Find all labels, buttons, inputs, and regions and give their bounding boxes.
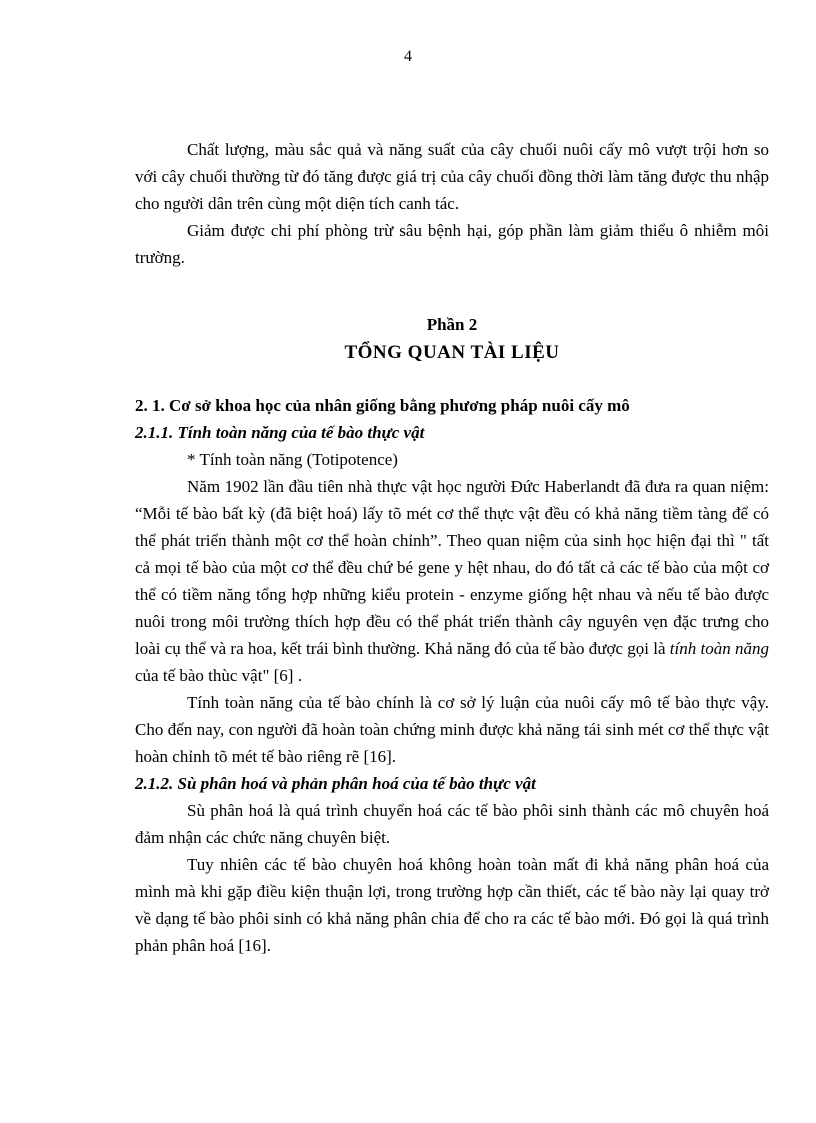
paragraph-haberlandt-end: của tế bào thùc vật" [6] . bbox=[135, 666, 302, 685]
bullet-totipotence: * Tính toàn năng (Totipotence) bbox=[187, 450, 398, 469]
intro-paragraph-2: Giảm được chi phí phòng trừ sâu bệnh hại, góp phần làm giảm thiểu ô nhiễm môi trường. bbox=[135, 221, 769, 267]
part-label: Phần 2 bbox=[426, 315, 478, 334]
paragraph-haberlandt-main: Năm 1902 lần đầu tiên nhà thực vật học người Đức Haberlandt đã đưa ra quan niệm: “Mỗi tế bào bất kỳ (đã biệt hoá) lấy tõ mét cơ thể thực vật đều có khả năng tiềm tàng để có thể phát triển thành một cơ thể hoàn chỉnh”. Theo quan niệm của sinh học hiện đại thì " tất cả mọi tế bào của một cơ thể đều chứ bé gene y hệt nhau, do đó tất cả các tế bào của một cơ thể có tiềm năng tổng hợp những kiểu protein - enzyme giống hệt nhau và nếu tế bào được nuôi trong môi trường thích hợp đều có thể phát triển thành cây nguyên vẹn đặc trưng cho loài cụ thể và ra hoa, kết trái bình thường. Khả năng đó của tế bào được gọi là bbox=[135, 477, 769, 658]
section-heading-2-1-1: 2.1.1. Tính toàn năng của tế bào thực vật bbox=[135, 423, 425, 442]
intro-paragraph-1: Chất lượng, màu sắc quả và năng suất của cây chuối nuôi cấy mô vượt trội hơn so với cây chuối thường từ đó tăng được giá trị của cây chuối đồng thời làm tăng được thu nhập cho người dân trên cùng một diện tích canh tác. bbox=[135, 140, 769, 213]
paragraph-dedifferentiation: Tuy nhiên các tế bào chuyên hoá không hoàn toàn mất đi khả năng phân hoá của mình mà khi gặp điều kiện thuận lợi, trong trường hợp cần thiết, các tế bào này lại quay trở về dạng tế bào phôi sinh có khả năng phân chia để cho ra các tế bào mới. Đó gọi là quá trình phản phân hoá [16]. bbox=[135, 855, 769, 955]
section-heading-2-1-2: 2.1.2. Sù phân hoá và phản phân hoá của tế bào thực vật bbox=[135, 774, 536, 793]
paragraph-haberlandt-term: tính toàn năng bbox=[669, 639, 770, 658]
paragraph-totipotence-basis: Tính toàn năng của tế bào chính là cơ sở lý luận của nuôi cấy mô tế bào thực vậy. Cho đến nay, con người đã hoàn toàn chứng minh được khả năng tái sinh mét cơ thể thực vật hoàn chỉnh tõ mét tế bào riêng rẽ [16]. bbox=[135, 693, 769, 766]
paragraph-differentiation: Sù phân hoá là quá trình chuyển hoá các tế bào phôi sinh thành các mô chuyên hoá đảm nhận các chức năng chuyên biệt. bbox=[135, 801, 769, 847]
document-body bbox=[135, 136, 769, 959]
section-heading-2-1: 2. 1. Cơ sở khoa học của nhân giống bằng phương pháp nuôi cấy mô bbox=[135, 396, 630, 415]
paragraph-haberlandt bbox=[135, 473, 769, 689]
part-title: TỔNG QUAN TÀI LIỆU bbox=[344, 342, 560, 363]
page-number: 4 bbox=[404, 48, 412, 65]
